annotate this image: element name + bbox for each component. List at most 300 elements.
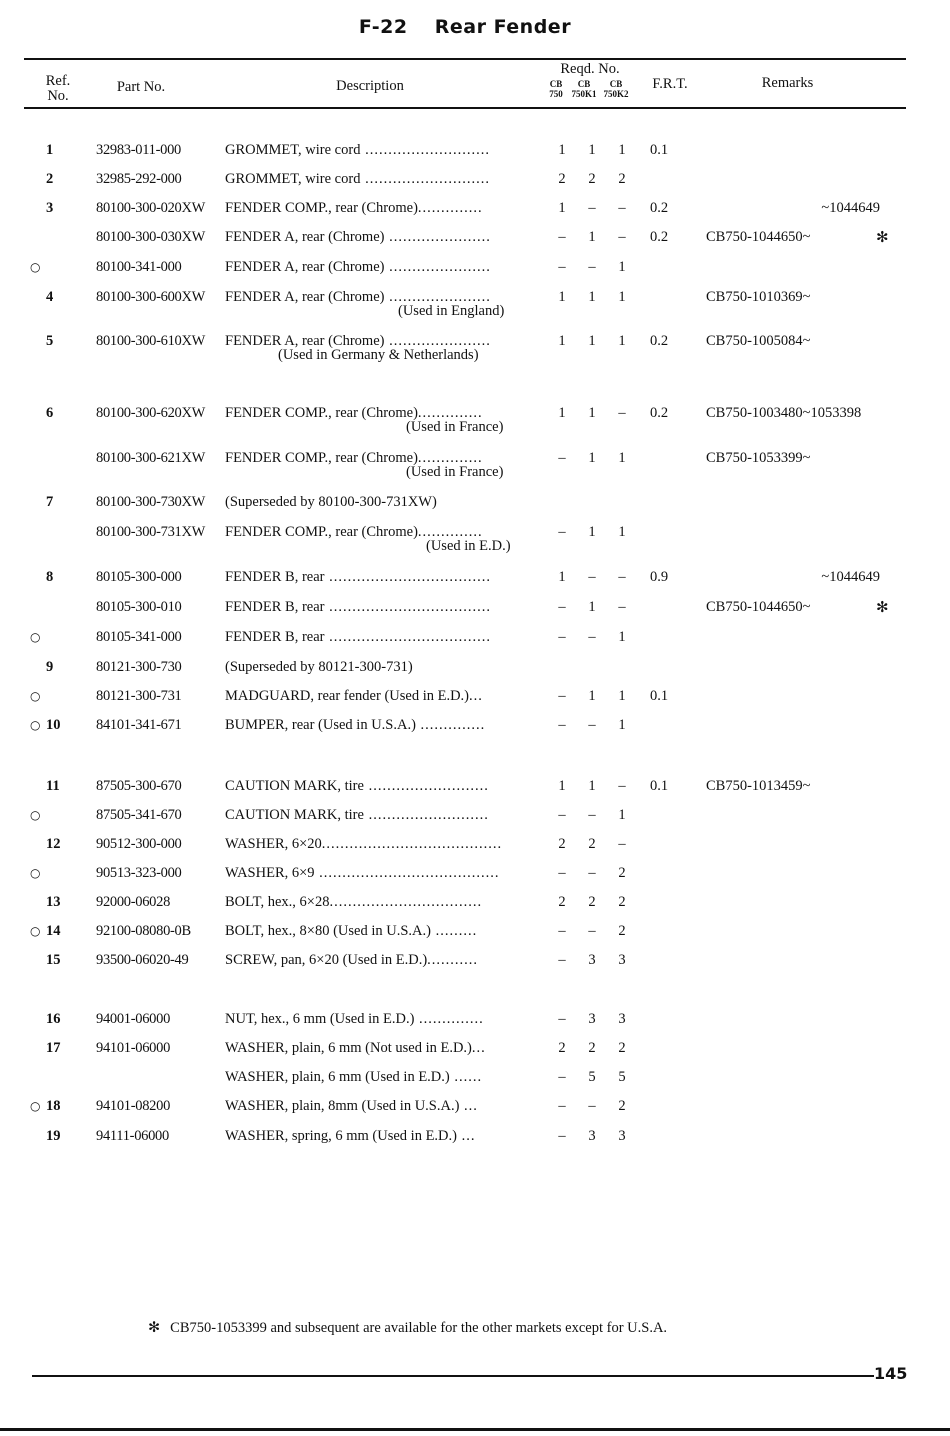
quantity-cell: 1 <box>588 289 596 305</box>
quantity-cell: – <box>618 229 626 245</box>
quantity-cell: – <box>558 599 566 615</box>
quantity-cell: – <box>558 1098 566 1114</box>
header-col-cb750k2 <box>600 79 632 99</box>
ref-number: 1 <box>46 142 54 158</box>
ref-cell <box>30 628 100 646</box>
footer-rule <box>32 1375 874 1377</box>
ref-number: 9 <box>46 659 54 675</box>
header-ref <box>32 74 84 104</box>
frt-cell: 0.1 <box>650 688 669 704</box>
leader-dots: ......... <box>430 923 478 939</box>
table-row <box>0 1039 950 1059</box>
leader-dots: .............. <box>414 1011 484 1027</box>
quantity-cell: 1 <box>618 688 626 704</box>
quantity-cell: – <box>558 807 566 823</box>
description-text: MADGUARD, rear fender (Used in E.D.) <box>225 688 470 704</box>
frt-cell: 0.2 <box>650 333 669 349</box>
quantity-cell: – <box>618 200 626 216</box>
part-number: 93500-06020-49 <box>96 952 189 968</box>
frt-cell: 0.2 <box>650 200 669 216</box>
asterisk-icon: ✻ <box>876 228 889 246</box>
table-row <box>0 951 950 971</box>
quantity-cell: – <box>588 200 596 216</box>
header-col-cb750 <box>544 79 568 99</box>
quantity-cell: – <box>588 259 596 275</box>
quantity-cell: 1 <box>588 778 596 794</box>
part-number: 84101-341-671 <box>96 717 182 733</box>
remarks-cell: CB750-1053399~ <box>706 450 811 466</box>
part-number: 92000-06028 <box>96 894 171 910</box>
ref-cell <box>30 449 100 467</box>
part-number: 80121-300-731 <box>96 688 182 704</box>
bottom-edge-rule <box>0 1428 950 1431</box>
quantity-cell: – <box>618 599 626 615</box>
leader-dots: ...................... <box>384 259 491 275</box>
leader-dots: ... <box>459 1098 478 1114</box>
leader-dots: .............. <box>417 450 483 466</box>
leader-dots: ........................... <box>360 171 490 187</box>
quantity-cell: – <box>618 778 626 794</box>
availability-mark-icon: ○ <box>30 630 41 644</box>
header-reqd-no: Reqd. No. <box>560 61 620 77</box>
ref-number: 19 <box>46 1128 61 1144</box>
quantity-cell: – <box>588 717 596 733</box>
quantity-cell: 1 <box>588 599 596 615</box>
description <box>225 1039 545 1057</box>
quantity-cell: – <box>588 865 596 881</box>
frt-cell: 0.1 <box>650 778 669 794</box>
ref-cell <box>30 658 100 676</box>
leader-dots: ...................... <box>384 333 491 349</box>
description-text: WASHER, plain, 8mm (Used in U.S.A.) <box>225 1098 460 1114</box>
remarks-cell: ~1044649 <box>821 569 880 585</box>
description-text: FENDER A, rear (Chrome) <box>225 289 385 305</box>
quantity-cell: 1 <box>618 524 626 540</box>
table-row <box>0 864 950 884</box>
availability-mark-icon: ○ <box>30 924 41 938</box>
ref-cell <box>30 170 100 188</box>
description <box>225 228 545 246</box>
table-row <box>0 687 950 707</box>
remarks-cell: CB750-1044650~ <box>706 599 811 615</box>
description-text: FENDER COMP., rear (Chrome) <box>225 405 418 421</box>
quantity-cell: 1 <box>618 259 626 275</box>
description <box>225 141 545 159</box>
remarks-cell: CB750-1010369~ <box>706 289 811 305</box>
ref-number: 13 <box>46 894 61 910</box>
remarks-cell: CB750-1013459~ <box>706 778 811 794</box>
description <box>225 687 545 705</box>
table-row <box>0 1010 950 1030</box>
ref-cell <box>30 1039 100 1057</box>
quantity-cell: 1 <box>558 142 566 158</box>
description-text: FENDER A, rear (Chrome) <box>225 333 385 349</box>
frt-cell: 0.2 <box>650 405 669 421</box>
ref-number: 6 <box>46 405 54 421</box>
ref-number: 5 <box>46 333 54 349</box>
leader-dots: ...................... <box>384 229 491 245</box>
part-number: 80100-300-610XW <box>96 333 206 349</box>
quantity-cell: 1 <box>618 450 626 466</box>
quantity-cell: – <box>558 629 566 645</box>
usage-note: (Used in E.D.) <box>426 538 511 554</box>
description <box>225 170 545 188</box>
remarks-cell: CB750-1005084~ <box>706 333 811 349</box>
usage-note: (Used in France) <box>406 419 504 435</box>
description <box>225 716 545 734</box>
ref-cell <box>30 806 100 824</box>
part-number: 87505-341-670 <box>96 807 182 823</box>
quantity-cell: 1 <box>588 142 596 158</box>
ref-number: 7 <box>46 494 54 510</box>
table-row <box>0 806 950 826</box>
ref-cell <box>30 568 100 586</box>
quantity-cell: 1 <box>618 629 626 645</box>
description <box>225 568 545 586</box>
description-text: FENDER COMP., rear (Chrome) <box>225 450 418 466</box>
header-remarks: Remarks <box>761 75 814 91</box>
description <box>225 199 545 217</box>
description-text: GROMMET, wire cord <box>225 142 361 158</box>
description-text: WASHER, plain, 6 mm (Not used in E.D.) <box>225 1040 472 1056</box>
ref-number: 18 <box>46 1098 61 1114</box>
quantity-cell: 2 <box>588 1040 596 1056</box>
quantity-cell: – <box>558 229 566 245</box>
quantity-cell: 1 <box>588 688 596 704</box>
leader-dots: ... <box>469 688 483 704</box>
ref-cell <box>30 864 100 882</box>
ref-cell <box>30 258 100 276</box>
ref-number: 2 <box>46 171 54 187</box>
description-text: BOLT, hex., 8×80 (Used in U.S.A.) <box>225 923 431 939</box>
description-text: BUMPER, rear (Used in U.S.A.) <box>225 717 416 733</box>
quantity-cell: – <box>618 405 626 421</box>
part-number: 80100-300-600XW <box>96 289 206 305</box>
quantity-cell: – <box>588 629 596 645</box>
ref-cell <box>30 493 100 511</box>
ref-number: 14 <box>46 923 61 939</box>
part-number: 94001-06000 <box>96 1011 171 1027</box>
ref-cell <box>30 777 100 795</box>
table-row <box>0 1068 950 1088</box>
part-number: 80100-300-620XW <box>96 405 206 421</box>
quantity-cell: 1 <box>558 289 566 305</box>
ref-cell <box>30 922 100 940</box>
table-row <box>0 493 950 513</box>
page-code: F-22 <box>358 16 408 38</box>
quantity-cell: – <box>558 1128 566 1144</box>
quantity-cell: 1 <box>588 229 596 245</box>
ref-cell <box>30 1097 100 1115</box>
table-row <box>0 568 950 588</box>
header-frt: F.R.T. <box>652 76 688 92</box>
description <box>225 658 545 676</box>
leader-dots: .......................... <box>363 778 489 794</box>
part-number: 32983-011-000 <box>96 142 181 158</box>
ref-cell <box>30 199 100 217</box>
leader-dots: ................................... <box>324 599 491 615</box>
description-text: FENDER B, rear <box>225 629 325 645</box>
usage-note: (Used in England) <box>398 303 505 319</box>
availability-mark-icon: ○ <box>30 1099 41 1113</box>
table-row <box>0 141 950 161</box>
availability-mark-icon: ○ <box>30 866 41 880</box>
footnote-text: CB750-1053399 and subsequent are available for the other markets except for U.S.A. <box>170 1320 668 1336</box>
quantity-cell: 2 <box>558 1040 566 1056</box>
remarks-cell: CB750-1003480~1053398 <box>706 405 862 421</box>
part-number: 94101-06000 <box>96 1040 171 1056</box>
part-number: 80100-341-000 <box>96 259 182 275</box>
header-ref-line1: Ref. <box>45 73 71 89</box>
table-row <box>0 258 950 278</box>
part-number: 94111-06000 <box>96 1128 169 1144</box>
quantity-cell: 1 <box>588 450 596 466</box>
header-col-cb750-l2: 750 <box>549 89 563 99</box>
table-row <box>0 332 950 363</box>
quantity-cell: 2 <box>618 865 626 881</box>
description-text: BOLT, hex., 6×28 <box>225 894 330 910</box>
description-text: NUT, hex., 6 mm (Used in E.D.) <box>225 1011 415 1027</box>
description-text: WASHER, 6×9 <box>225 865 315 881</box>
quantity-cell: – <box>558 717 566 733</box>
part-number: 87505-300-670 <box>96 778 182 794</box>
availability-mark-icon: ○ <box>30 260 41 274</box>
quantity-cell: 2 <box>618 1098 626 1114</box>
header-ref-line2: No. <box>47 88 69 104</box>
description <box>225 864 545 882</box>
quantity-cell: 3 <box>588 952 596 968</box>
ref-cell <box>30 523 100 541</box>
description-text: CAUTION MARK, tire <box>225 807 364 823</box>
quantity-cell: 1 <box>558 778 566 794</box>
table-row <box>0 598 950 618</box>
description <box>225 806 545 824</box>
leader-dots: ................................... <box>324 629 491 645</box>
ref-number: 15 <box>46 952 61 968</box>
description <box>225 598 545 616</box>
quantity-cell: 2 <box>618 923 626 939</box>
leader-dots: ...... <box>449 1069 483 1085</box>
ref-number: 4 <box>46 289 54 305</box>
description <box>225 258 545 276</box>
quantity-cell: 1 <box>588 405 596 421</box>
part-number: 92100-08080-0B <box>96 923 191 939</box>
quantity-cell: 2 <box>558 836 566 852</box>
table-row <box>0 404 950 435</box>
table-row <box>0 922 950 942</box>
part-number: 90512-300-000 <box>96 836 182 852</box>
header-col-cb750-l1: CB <box>549 79 563 89</box>
header-col-cb750k1 <box>568 79 600 99</box>
description <box>225 893 545 911</box>
quantity-cell: 1 <box>558 569 566 585</box>
leader-dots: ...................... <box>384 289 491 305</box>
description <box>225 1127 545 1145</box>
description-text: GROMMET, wire cord <box>225 171 361 187</box>
quantity-cell: 2 <box>618 171 626 187</box>
ref-cell <box>30 598 100 616</box>
description <box>225 922 545 940</box>
leader-dots: .............. <box>417 200 483 216</box>
table-row <box>0 777 950 797</box>
quantity-cell: 1 <box>558 405 566 421</box>
table-row <box>0 199 950 219</box>
availability-mark-icon: ○ <box>30 808 41 822</box>
quantity-cell: 3 <box>588 1011 596 1027</box>
ref-number: 8 <box>46 569 54 585</box>
leader-dots: ... <box>457 1128 476 1144</box>
quantity-cell: – <box>558 524 566 540</box>
quantity-cell: 1 <box>618 142 626 158</box>
footnote <box>148 1320 667 1337</box>
leader-dots: ................................. <box>329 894 483 910</box>
part-number: 80105-341-000 <box>96 629 182 645</box>
quantity-cell: – <box>558 688 566 704</box>
part-number: 94101-08200 <box>96 1098 171 1114</box>
description <box>225 493 545 511</box>
table-row <box>0 716 950 736</box>
leader-dots: ... <box>471 1040 486 1056</box>
page-title-text: Rear Fender <box>434 16 572 38</box>
ref-number: 17 <box>46 1040 61 1056</box>
quantity-cell: 2 <box>558 894 566 910</box>
description-text: WASHER, plain, 6 mm (Used in E.D.) <box>225 1069 450 1085</box>
leader-dots: ........... <box>427 952 479 968</box>
quantity-cell: – <box>588 923 596 939</box>
ref-number: 3 <box>46 200 54 216</box>
ref-number: 10 <box>46 717 61 733</box>
description-text: WASHER, spring, 6 mm (Used in E.D.) <box>225 1128 457 1144</box>
quantity-cell: – <box>588 1098 596 1114</box>
quantity-cell: 3 <box>618 1011 626 1027</box>
quantity-cell: 1 <box>558 333 566 349</box>
quantity-cell: – <box>558 1011 566 1027</box>
ref-cell <box>30 228 100 246</box>
ref-cell <box>30 951 100 969</box>
table-row <box>0 1127 950 1147</box>
quantity-cell: 1 <box>558 200 566 216</box>
quantity-cell: – <box>558 865 566 881</box>
usage-note: (Used in Germany & Netherlands) <box>278 347 479 363</box>
description-text: FENDER B, rear <box>225 569 325 585</box>
usage-note: (Used in France) <box>406 464 504 480</box>
description-text: FENDER B, rear <box>225 599 325 615</box>
ref-cell <box>30 716 100 734</box>
remarks-cell: CB750-1044650~ <box>706 229 811 245</box>
description-text: FENDER A, rear (Chrome) <box>225 229 385 245</box>
ref-cell <box>30 1068 100 1086</box>
part-number: 80105-300-010 <box>96 599 182 615</box>
table-row <box>0 1097 950 1117</box>
ref-cell <box>30 1127 100 1145</box>
quantity-cell: 1 <box>618 807 626 823</box>
quantity-cell: – <box>558 923 566 939</box>
quantity-cell: 5 <box>588 1069 596 1085</box>
ref-cell <box>30 687 100 705</box>
part-number: 80100-300-730XW <box>96 494 206 510</box>
quantity-cell: 3 <box>588 1128 596 1144</box>
part-number: 90513-323-000 <box>96 865 182 881</box>
ref-cell <box>30 1010 100 1028</box>
description-text: FENDER COMP., rear (Chrome) <box>225 524 418 540</box>
page-number: 145 <box>874 1364 908 1383</box>
table-row <box>0 658 950 678</box>
part-number: 80100-300-621XW <box>96 450 206 466</box>
quantity-cell: – <box>558 259 566 275</box>
asterisk-icon: ✻ <box>876 598 889 616</box>
description-text: (Superseded by 80100-300-731XW) <box>225 494 437 510</box>
part-number: 80105-300-000 <box>96 569 182 585</box>
description-text: FENDER A, rear (Chrome) <box>225 259 385 275</box>
quantity-cell: 2 <box>618 1040 626 1056</box>
table-row <box>0 835 950 855</box>
description-text: FENDER COMP., rear (Chrome) <box>225 200 418 216</box>
header-col-cb750k2-l1: CB <box>609 79 623 89</box>
ref-cell <box>30 332 100 350</box>
page-title <box>0 16 930 38</box>
part-number: 80100-300-731XW <box>96 524 206 540</box>
part-number: 32985-292-000 <box>96 171 182 187</box>
quantity-cell: 3 <box>618 952 626 968</box>
leader-dots: ....................................... <box>314 865 500 881</box>
asterisk-icon: ✻ <box>148 1320 161 1336</box>
quantity-cell: – <box>558 450 566 466</box>
availability-mark-icon: ○ <box>30 718 41 732</box>
header-part-no: Part No. <box>116 79 166 95</box>
header-top-rule <box>24 58 906 60</box>
part-number: 80100-300-030XW <box>96 229 206 245</box>
description <box>225 951 545 969</box>
quantity-cell: 5 <box>618 1069 626 1085</box>
frt-cell: 0.9 <box>650 569 669 585</box>
header-bottom-rule <box>24 107 906 109</box>
leader-dots: ................................... <box>324 569 491 585</box>
quantity-cell: 2 <box>588 171 596 187</box>
ref-number: 12 <box>46 836 61 852</box>
ref-cell <box>30 893 100 911</box>
header-col-cb750k2-l2: 750K2 <box>603 89 629 99</box>
description <box>225 1068 545 1086</box>
description <box>225 1010 545 1028</box>
quantity-cell: – <box>588 807 596 823</box>
leader-dots: .......................... <box>363 807 489 823</box>
ref-cell <box>30 404 100 422</box>
quantity-cell: – <box>558 952 566 968</box>
leader-dots: ........................... <box>360 142 490 158</box>
table-row <box>0 170 950 190</box>
part-number: 80121-300-730 <box>96 659 182 675</box>
table-row <box>0 288 950 319</box>
header-col-cb750k1-l1: CB <box>577 79 591 89</box>
leader-dots: ....................................... <box>321 836 503 852</box>
header-col-cb750k1-l2: 750K1 <box>571 89 597 99</box>
description-text: SCREW, pan, 6×20 (Used in E.D.) <box>225 952 428 968</box>
ref-cell <box>30 835 100 853</box>
description-text: CAUTION MARK, tire <box>225 778 364 794</box>
quantity-cell: – <box>618 836 626 852</box>
quantity-cell: 1 <box>618 289 626 305</box>
ref-cell <box>30 288 100 306</box>
table-row <box>0 228 950 248</box>
description <box>225 777 545 795</box>
quantity-cell: 2 <box>588 894 596 910</box>
header-description: Description <box>336 78 404 94</box>
frt-cell: 0.1 <box>650 142 669 158</box>
quantity-cell: 2 <box>618 894 626 910</box>
quantity-cell: 1 <box>588 524 596 540</box>
part-number: 80100-300-020XW <box>96 200 206 216</box>
ref-cell <box>30 141 100 159</box>
